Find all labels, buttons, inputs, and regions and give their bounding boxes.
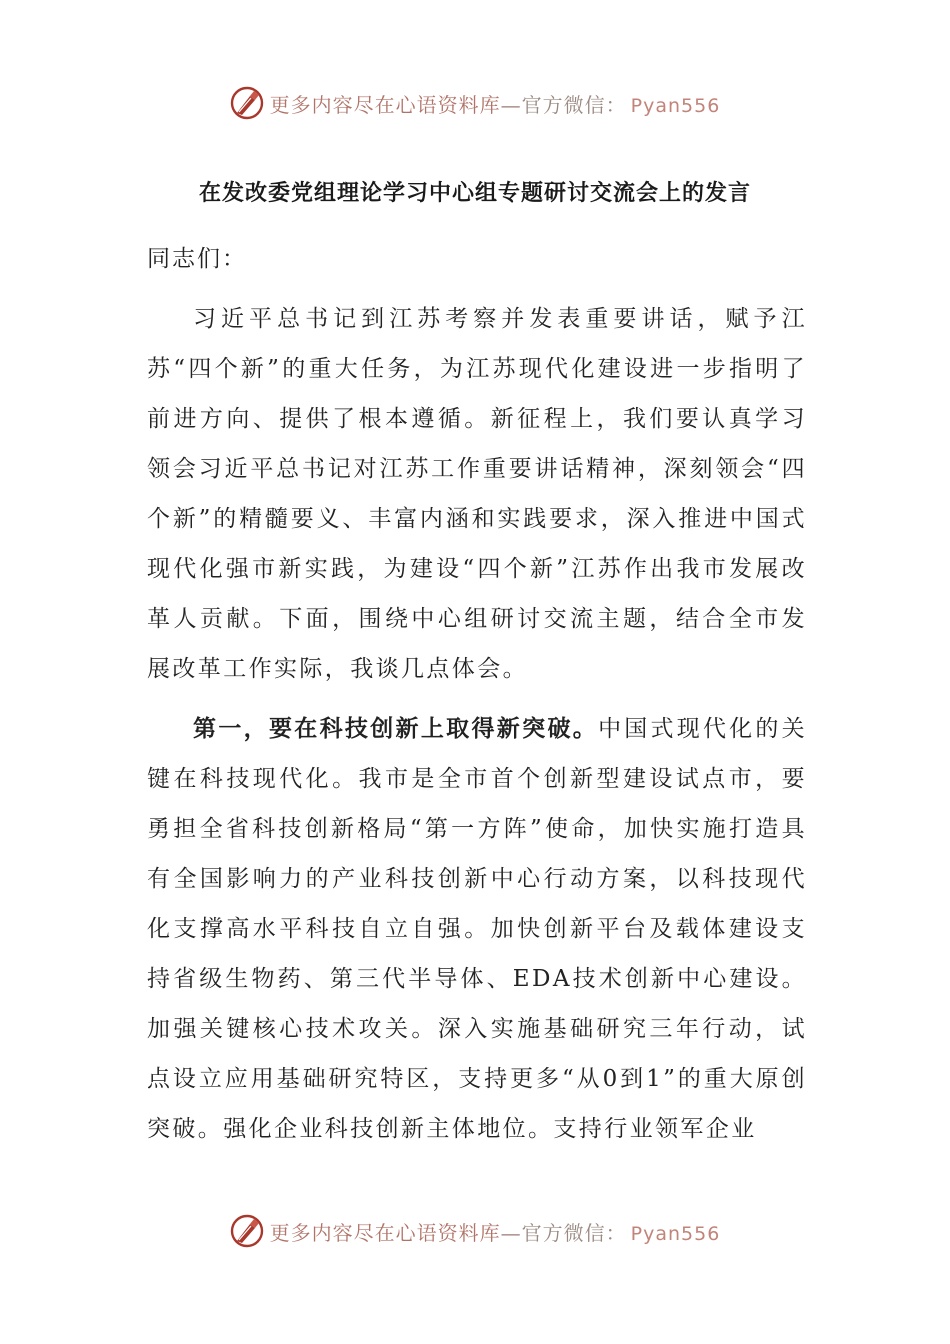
pen-nib-logo-icon bbox=[230, 86, 264, 120]
watermark-main-text: 更多内容尽在心语资料库 bbox=[269, 1220, 501, 1245]
watermark-wechat-id: Pyan556 bbox=[630, 94, 721, 117]
watermark-wechat-id: Pyan556 bbox=[630, 1222, 721, 1245]
watermark-text bbox=[270, 1217, 721, 1246]
paragraph-2-lead: 第一，要在科技创新上取得新突破。 bbox=[193, 716, 599, 742]
paragraph-2 bbox=[147, 704, 807, 1154]
watermark-dash: — bbox=[500, 1220, 522, 1245]
document-title: 在发改委党组理论学习中心组专题研讨交流会上的发言 bbox=[198, 181, 751, 206]
watermark-wechat-label: 官方微信： bbox=[521, 92, 627, 117]
header-watermark-banner bbox=[0, 83, 950, 123]
paragraph-1-container bbox=[147, 294, 807, 694]
footer-watermark-banner bbox=[0, 1211, 950, 1251]
watermark-wechat-label: 官方微信： bbox=[521, 1220, 627, 1245]
paragraph-2-body: 中国式现代化的关键在科技现代化。我市是全市首个创新型建设试点市，要勇担全省科技创新格局“第一方阵”使命，加快实施打造具有全国影响力的产业科技创新中心行动方案，以科技现代化支撑高水平科技自立自强。加快创新平台及载体建设支持省级生物药、第三代半导体、EDA技术创新中心建设。加强关键核心技术攻关。深入实施基础研究三年行动，试点设立应用基础研究特区，支持更多“从0到1”的重大原创突破。强化企业科技创新主体地位。支持行业领军企业 bbox=[147, 716, 807, 1142]
watermark-main-text: 更多内容尽在心语资料库 bbox=[269, 92, 501, 117]
paragraph-2-container bbox=[147, 704, 807, 1154]
pen-nib-logo-icon bbox=[230, 1214, 264, 1248]
watermark-text bbox=[270, 89, 721, 118]
watermark-dash: — bbox=[500, 92, 522, 117]
paragraph-1: 习近平总书记到江苏考察并发表重要讲话，赋予江苏“四个新”的重大任务，为江苏现代化建设进一步指明了前进方向、提供了根本遵循。新征程上，我们要认真学习领会习近平总书记对江苏工作重要讲话精神，深刻领会“四个新”的精髓要义、丰富内涵和实践要求，深入推进中国式现代化强市新实践，为建设“四个新”江苏作出我市发展改革人贡献。下面，围绕中心组研讨交流主题，结合全市发展改革工作实际，我谈几点体会。 bbox=[147, 306, 807, 682]
salutation: 同志们： bbox=[147, 246, 247, 272]
